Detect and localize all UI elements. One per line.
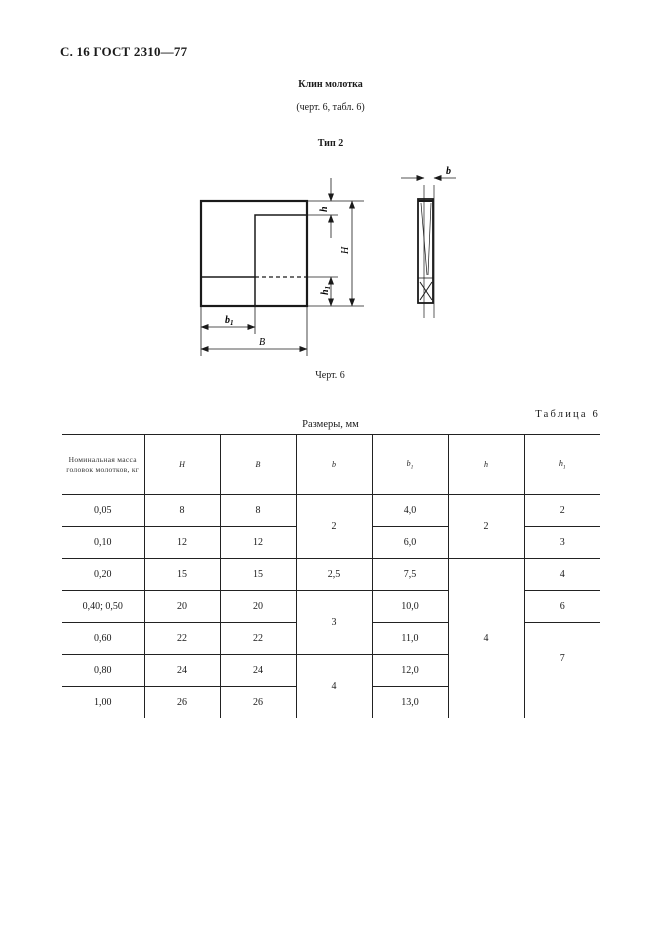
cell-B: 22 [220,623,296,655]
cell-mass: 0,10 [62,527,144,559]
vertical-dimensions [307,178,364,306]
header-b1: $b_1$ [372,435,448,495]
table-row [62,559,600,591]
cell-B: 15 [220,559,296,591]
dimensions-table [62,434,600,718]
cell-B: 8 [220,495,296,527]
cell-b: 3 [296,591,372,655]
table-units: Размеры, мм [302,419,359,430]
cell-B: 20 [220,591,296,623]
cell-b1: 4,0 [372,495,448,527]
header-B: B [220,435,296,495]
header-h: h [448,435,524,495]
cell-h1: 6 [524,591,600,623]
cell-H: 22 [144,623,220,655]
wedge-outline [201,201,307,306]
wedge-front-view [201,201,307,306]
cell-H: 8 [144,495,220,527]
cell-H: 15 [144,559,220,591]
cell-h1: 7 [524,623,600,719]
cell-mass: 0,40; 0,50 [62,591,144,623]
cell-B: 26 [220,687,296,719]
cell-b1: 13,0 [372,687,448,719]
cell-mass: 0,60 [62,623,144,655]
cell-h1: 4 [524,559,600,591]
figure-caption: Черт. 6 [315,370,345,381]
header-mass: Номинальная масса головок молотков, кг [62,435,144,495]
cell-h1: 3 [524,527,600,559]
cell-h: 4 [448,559,524,719]
header-h1: $h_1$ [524,435,600,495]
section-reference: (черт. 6, табл. 6) [296,102,365,113]
section-title: Клин молотка [298,79,363,90]
wedge-side-view [418,185,434,318]
page-header: С. 16 ГОСТ 2310—77 [60,44,188,59]
horizontal-dimensions [201,306,307,356]
technical-drawing [0,0,661,400]
dim-label-h: h [319,206,330,212]
dim-label-b: b [446,166,451,177]
cell-mass: 0,20 [62,559,144,591]
cell-H: 20 [144,591,220,623]
cell-H: 26 [144,687,220,719]
header-H: H [144,435,220,495]
cell-b: 4 [296,655,372,719]
cell-h: 2 [448,495,524,559]
cell-mass: 1,00 [94,697,112,708]
table-label: Таблица 6 [535,409,600,420]
cell-b1: 11,0 [372,623,448,655]
type-label: Тип 2 [317,138,344,149]
cell-b: 2 [296,495,372,559]
cell-h1: 2 [524,495,600,527]
cell-b1: 7,5 [372,559,448,591]
dim-label-H: H [340,246,351,254]
cell-B: 12 [220,527,296,559]
dim-label-B: B [259,337,266,348]
wedge-inner-step [201,215,307,277]
cell-mass: 0,80 [62,655,144,687]
dim-label-h1: $h_1$ [320,285,332,295]
cell-mass: 0,05 [62,495,144,527]
cell-b: 2,5 [296,559,372,591]
table-header-row [62,435,600,495]
cell-H: 24 [144,655,220,687]
cell-H: 12 [144,527,220,559]
table-row [62,495,600,527]
cell-B: 24 [220,655,296,687]
cell-b1: 12,0 [372,655,448,687]
dim-label-b1: $b_1$ [225,315,234,327]
cell-b1: 6,0 [372,527,448,559]
cell-b1: 10,0 [372,591,448,623]
header-b: b [296,435,372,495]
